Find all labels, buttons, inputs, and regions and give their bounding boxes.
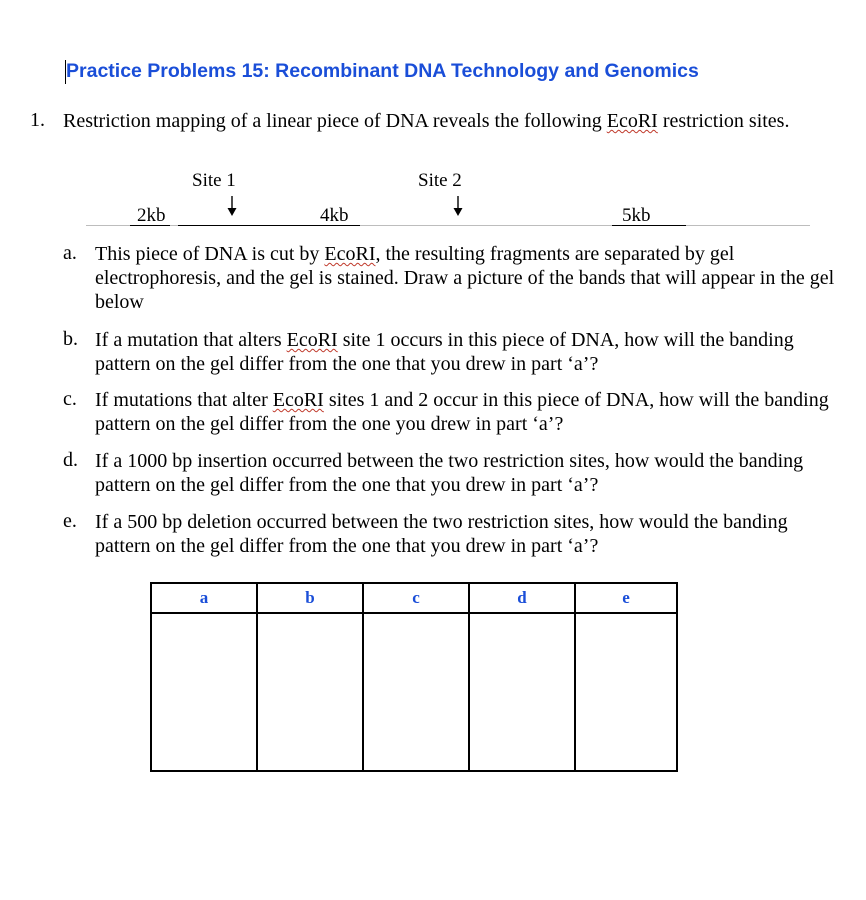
part-c-post: sites 1 and 2 occur in this piece of DNA, how will the banding pattern on the gel differ from the one you drew in part ‘a’? xyxy=(95,389,829,435)
enzyme-name: EcoRI xyxy=(324,243,376,265)
part-c-text xyxy=(95,388,845,436)
site-1-arrow-icon xyxy=(226,196,238,218)
gel-diagram[interactable] xyxy=(150,582,678,772)
site-1-label: Site 1 xyxy=(192,170,236,191)
segment-2kb-label: 2kb xyxy=(137,205,166,226)
lane-header-d: d xyxy=(517,588,527,607)
segment-4kb-label: 4kb xyxy=(320,205,349,226)
part-a-text xyxy=(95,242,845,314)
part-b-post: site 1 occurs in this piece of DNA, how will the banding pattern on the gel differ from the one that you drew in part ‘a’? xyxy=(95,329,794,375)
enzyme-name: EcoRI xyxy=(606,110,658,132)
lane-header-b: b xyxy=(305,588,315,607)
question-text xyxy=(63,109,833,133)
segment-2-underline xyxy=(178,225,318,226)
segment-5kb-label: 5kb xyxy=(622,205,651,226)
lane-header-e: e xyxy=(622,588,630,607)
part-d-letter: d. xyxy=(63,449,78,471)
enzyme-name: EcoRI xyxy=(272,389,324,411)
lane-header-a: a xyxy=(199,588,209,607)
part-a-letter: a. xyxy=(63,242,77,264)
part-b-pre: If a mutation that alters xyxy=(95,329,287,351)
part-b-letter: b. xyxy=(63,328,78,350)
part-e-letter: e. xyxy=(63,510,77,532)
site-2-arrow-icon xyxy=(452,196,464,218)
part-c-letter: c. xyxy=(63,388,77,410)
site-2-label: Site 2 xyxy=(418,170,462,191)
part-d-text: If a 1000 bp insertion occurred between the two restriction sites, how would the banding pattern on the gel differ from the one that you drew in part ‘a’? xyxy=(95,450,804,496)
page-title: Practice Problems 15: Recombinant DNA Technology and Genomics xyxy=(66,60,699,82)
gel-header-divider xyxy=(152,612,676,614)
part-b-text xyxy=(95,328,845,376)
lane-header-c: c xyxy=(412,588,420,607)
part-a-pre: This piece of DNA is cut by xyxy=(95,243,325,265)
part-c-pre: If mutations that alter xyxy=(95,389,273,411)
question-text-before: Restriction mapping of a linear piece of DNA reveals the following xyxy=(63,110,607,132)
enzyme-name: EcoRI xyxy=(286,329,338,351)
question-text-after: restriction sites. xyxy=(657,110,790,132)
part-a-post: , the resulting fragments are separated by gel electrophoresis, and the gel is stained. Draw a picture of the bands that will appear in the gel below xyxy=(95,243,835,313)
part-e-text: If a 500 bp deletion occurred between the two restriction sites, how would the banding pattern on the gel differ from the one that you drew in part ‘a’? xyxy=(95,511,788,557)
question-number: 1. xyxy=(30,109,45,131)
